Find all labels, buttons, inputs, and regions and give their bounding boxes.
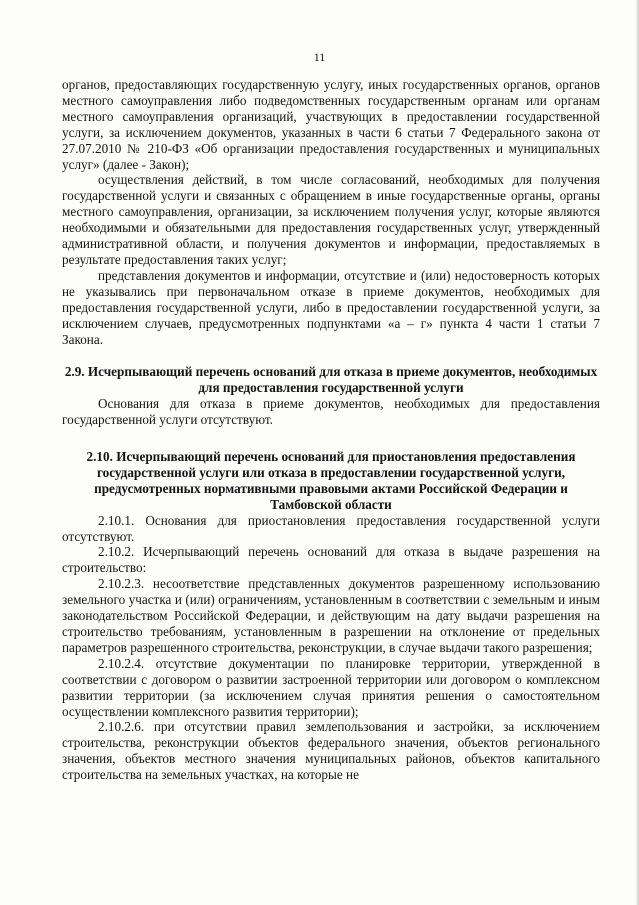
section-heading-2-10: 2.10. Исчерпывающий перечень оснований для приостановления предоставления государственной услуги или отказа в предоставлении государственной услуги, предусмотренных нормативными правовыми актами Российской Федерации и Тамбовской области	[86, 449, 576, 512]
clause-2-10-2-3: 2.10.2.3. несоответствие представленных документов разрешенному использованию земельного участка и (или) ограничениям, установленным в соответствии с земельным и иным законодательством Российской Федерации, и действующим на дату выдачи разрешения на строительство требованиям, установленным в разрешении на отклонение от предельных параметров разрешенного строительства, реконструкции, в случае выдачи такого разрешения;	[62, 576, 600, 655]
clause-2-10-2-6: 2.10.2.6. при отсутствии правил землепользования и застройки, за исключением строительства, реконструкции объектов федерального значения, объектов регионального значения, объектов местного значения муниципальных районов, объектов капитального строительства на земельных участках, на которые не	[62, 719, 600, 783]
document-body	[62, 77, 600, 783]
clause-2-10-1: 2.10.1. Основания для приостановления предоставления государственной услуги отсутствуют.	[62, 512, 600, 544]
page-number: 11	[313, 50, 326, 64]
clause-2-10-2-4: 2.10.2.4. отсутствие документации по планировке территории, утвержденной в соответствии с договором о развитии застроенной территории или договором о комплексном развитии территории (за исключением случая принятия решения о самостоятельном осуществлении комплексного развития территории);	[62, 655, 600, 719]
paragraph: органов, предоставляющих государственную услугу, иных государственных органов, органов местного самоуправления либо подведомственных государственным органам или органам местного самоуправления организаций, участвующих в предоставлении государственной услуги, за исключением документов, указанных в части 6 статьи 7 Федерального закона от 27.07.2010 № 210-ФЗ «Об организации предоставления государственных и муниципальных услуг» (далее - Закон);	[62, 77, 600, 172]
paragraph: Основания для отказа в приеме документов, необходимых для предоставления государственной услуги отсутствуют.	[62, 396, 600, 428]
paragraph: представления документов и информации, отсутствие и (или) недостоверность которых не указывались при первоначальном отказе в приеме документов, необходимых для предоставления государственной услуги, либо в предоставлении государственной услуги, за исключением случаев, предусмотренных подпунктами «а – г» пункта 4 части 1 статьи 7 Закона.	[62, 267, 600, 347]
clause-2-10-2: 2.10.2. Исчерпывающий перечень оснований для отказа в выдаче разрешения на строительство:	[62, 544, 600, 576]
section-heading-2-9: 2.9. Исчерпывающий перечень оснований для отказа в приеме документов, необходимых для предоставления государственной услуги	[64, 364, 598, 396]
paragraph: осуществления действий, в том числе согласований, необходимых для получения государственной услуги и связанных с обращением в иные государственные органы, органы местного самоуправления, организации, за исключением получения услуг, которые являются необходимыми и обязательными для предоставления государственных услуг, утвержденный административной области, и получения документов и информации, предоставляемых в результате предоставления таких услуг;	[62, 172, 600, 267]
